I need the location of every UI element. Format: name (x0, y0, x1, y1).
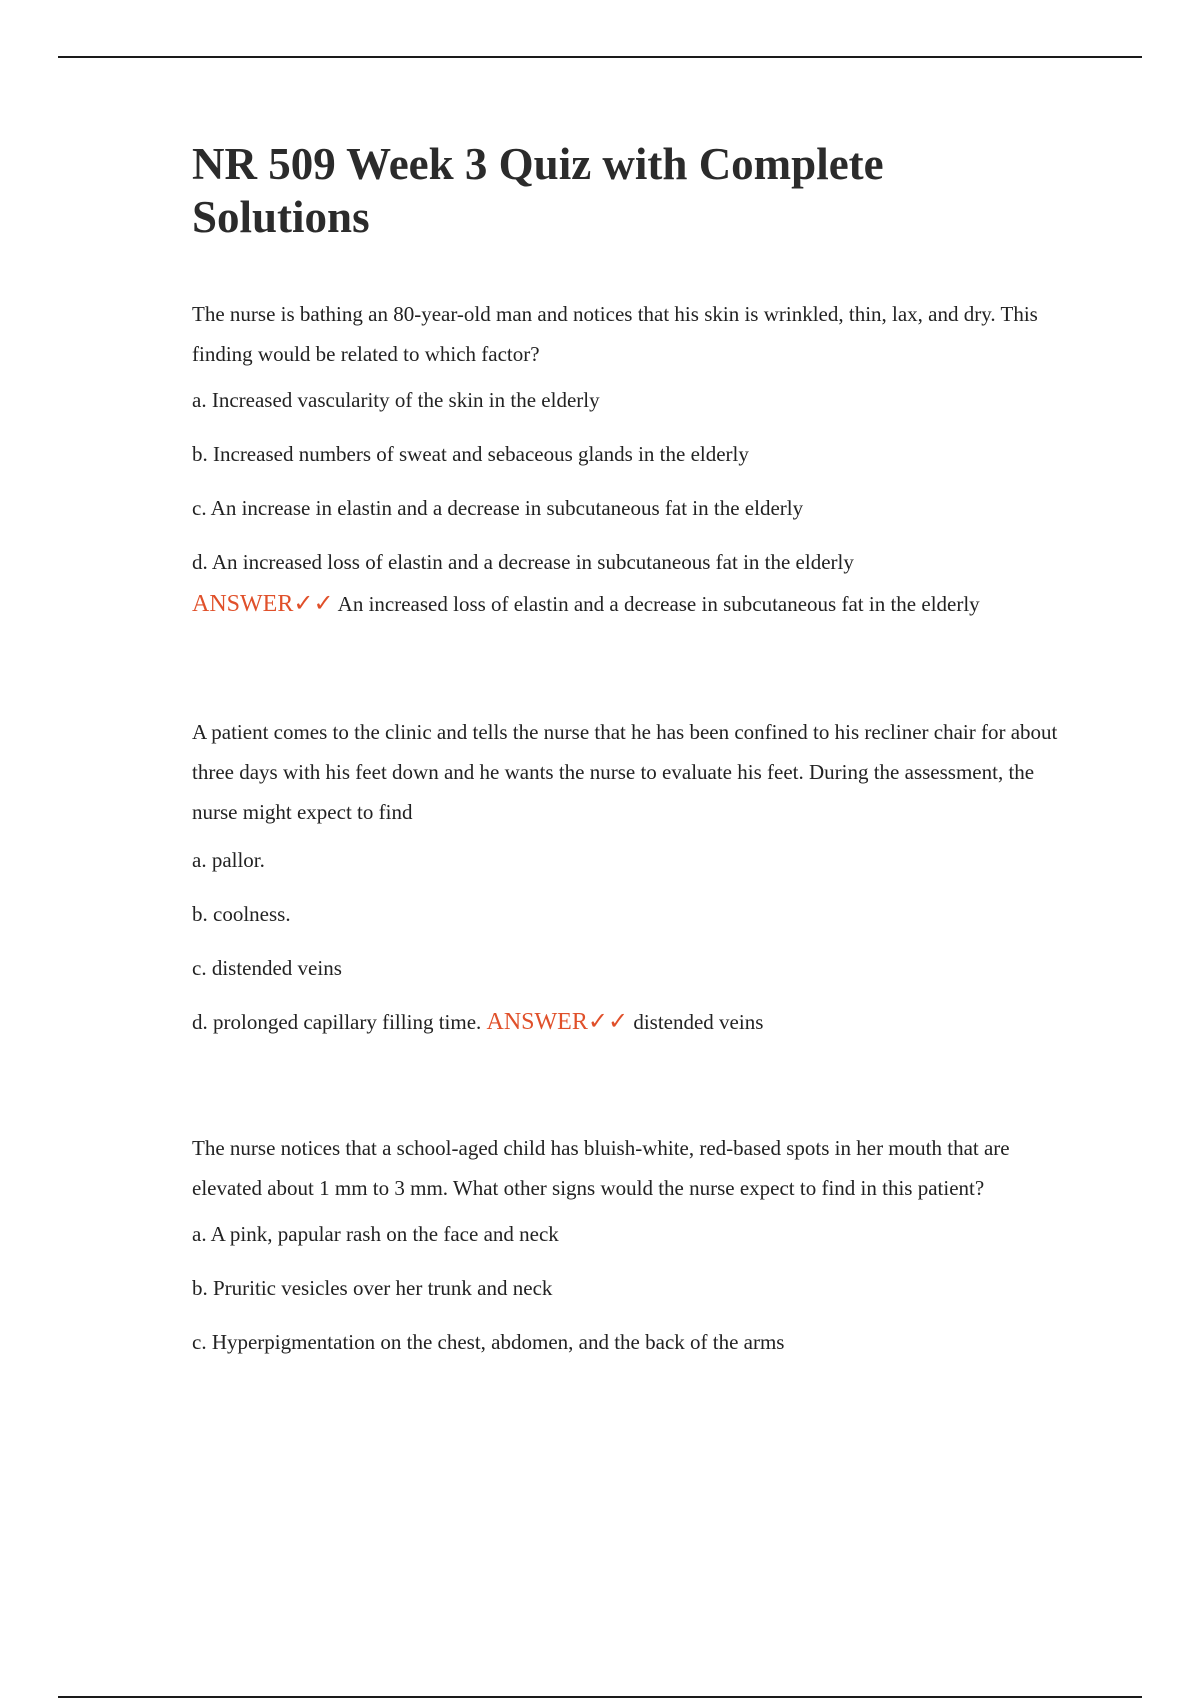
question-stem: The nurse notices that a school-aged child has bluish-white, red-based spots in her mouth that are elevated about 1 mm to 3 mm. What other signs would the nurse expect to find in this patient? (192, 1136, 1010, 1200)
option-b: b. Pruritic vesicles over her trunk and neck (192, 1276, 553, 1300)
option-a: a. pallor. (192, 848, 265, 872)
question-stem: A patient comes to the clinic and tells the nurse that he has been confined to his recliner chair for about three days with his feet down and he wants the nurse to evaluate his feet. During the assessment, the nurse might expect to find (192, 720, 1058, 824)
question-1 (192, 294, 1072, 618)
option-b: b. coolness. (192, 902, 291, 926)
answer-text: An increased loss of elastin and a decrease in subcutaneous fat in the elderly (337, 592, 980, 616)
document-title: NR 509 Week 3 Quiz with Complete Solutions (192, 139, 884, 242)
question-stem: The nurse is bathing an 80-year-old man and notices that his skin is wrinkled, thin, lax, and dry. This finding would be related to which factor? (192, 302, 1038, 366)
option-d-with-answer (192, 1008, 1072, 1036)
answer-line (192, 590, 1072, 618)
answer-tag: ANSWER✓✓ (486, 1009, 629, 1035)
option-c: c. An increase in elastin and a decrease in subcutaneous fat in the elderly (192, 496, 804, 520)
document-body (192, 138, 1072, 1354)
answer-text: distended veins (633, 1010, 764, 1034)
option-d: d. prolonged capillary filling time. (192, 1010, 482, 1034)
question-3 (192, 1128, 1072, 1356)
option-d: d. An increased loss of elastin and a decrease in subcutaneous fat in the elderly (192, 550, 854, 574)
question-2 (192, 712, 1072, 1036)
option-a: a. Increased vascularity of the skin in the elderly (192, 388, 600, 412)
option-c: c. Hyperpigmentation on the chest, abdomen, and the back of the arms (192, 1330, 785, 1354)
header-rule (58, 56, 1142, 58)
option-a: a. A pink, papular rash on the face and neck (192, 1222, 559, 1246)
footer-rule (58, 1696, 1142, 1698)
answer-tag: ANSWER✓✓ (192, 591, 334, 617)
option-c: c. distended veins (192, 956, 342, 980)
option-b: b. Increased numbers of sweat and sebaceous glands in the elderly (192, 442, 749, 466)
